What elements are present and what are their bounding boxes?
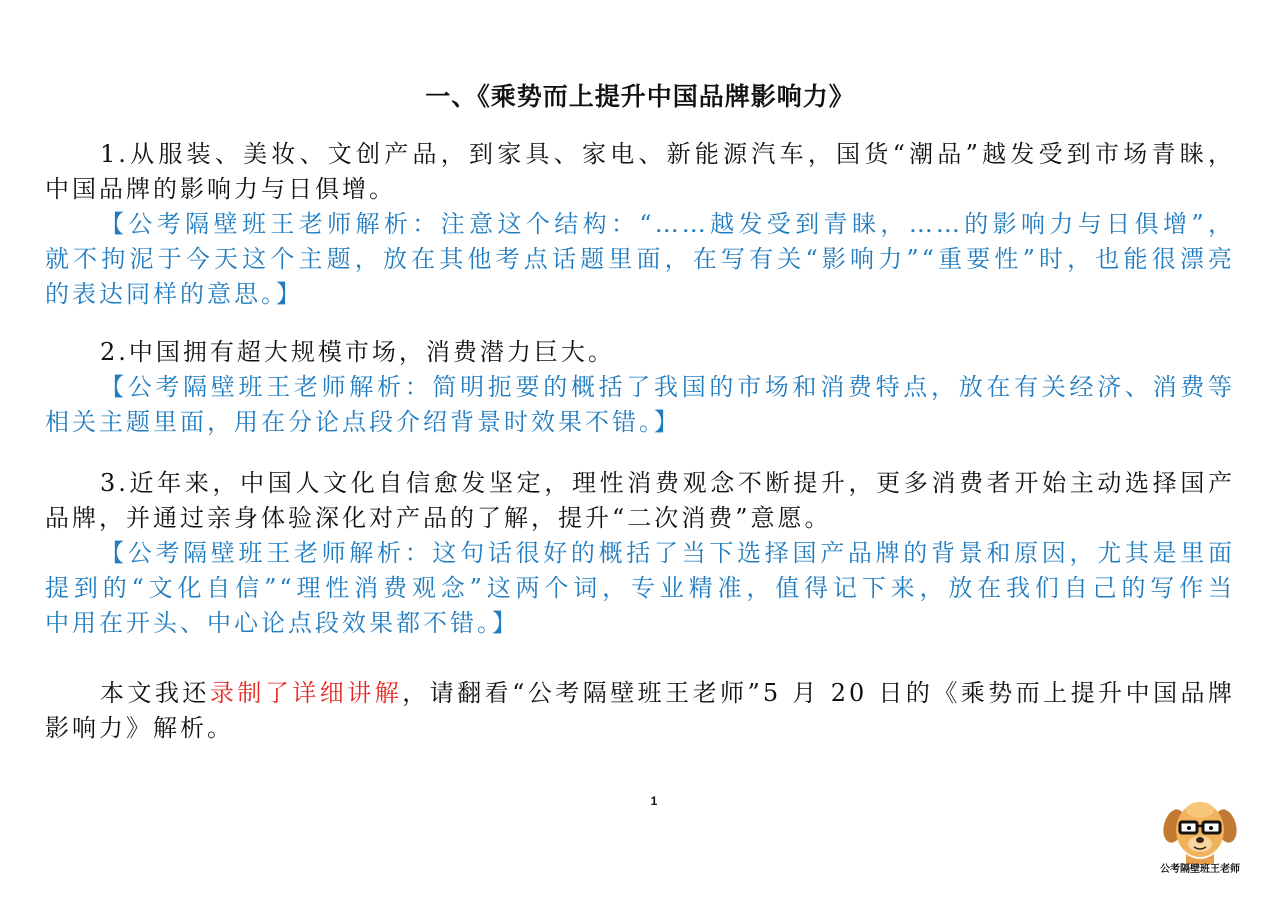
closing-paragraph	[45, 676, 1235, 746]
closing-text-after: ，请翻看“公考隔壁班王老师”5 月 20 日的《乘势而上提升中国品牌	[402, 679, 1235, 707]
section-3-note-line-2: 提到的“文化自信”“理性消费观念”这两个词，专业精准，值得记下来，放在我们自己的写作当	[45, 574, 1235, 602]
section-3-note-line-1: 【公考隔壁班王老师解析：这句话很好的概括了当下选择国产品牌的背景和原因，尤其是里面	[100, 539, 1235, 567]
section-2-note-line-1: 【公考隔壁班王老师解析：简明扼要的概括了我国的市场和消费特点，放在有关经济、消费等	[100, 373, 1235, 401]
section-3-text-line-1: 3.近年来，中国人文化自信愈发坚定，理性消费观念不断提升，更多消费者开始主动选择国产	[100, 469, 1235, 497]
section-3-note-line-3: 中用在开头、中心论点段效果都不错。】	[45, 609, 519, 637]
section-2-text-line-1: 2.中国拥有超大规模市场，消费潜力巨大。	[100, 338, 615, 366]
section-1-text-line-1: 1.从服装、美妆、文创产品，到家具、家电、新能源汽车，国货“潮品”越发受到市场青睐，	[100, 140, 1235, 168]
closing-line-2: 影响力》解析。	[45, 714, 234, 742]
closing-line-1	[45, 676, 1235, 711]
section-3-text-line-2: 品牌，并通过亲身体验深化对产品的了解，提升“二次消费”意愿。	[45, 504, 832, 532]
section-3	[45, 466, 1235, 641]
closing-text-before: 本文我还	[100, 679, 210, 707]
section-1	[45, 137, 1235, 312]
section-1-text-line-2: 中国品牌的影响力与日俱增。	[45, 175, 396, 203]
section-2	[45, 335, 1235, 440]
closing-highlight: 录制了详细讲解	[209, 679, 403, 707]
logo-text: 公考隔壁班王老师	[1160, 864, 1240, 875]
section-1-note-line-2: 就不拘泥于今天这个主题，放在其他考点话题里面，在写有关“影响力”“重要性”时，也能很漂亮	[45, 245, 1235, 273]
document-title: 一、《乘势而上提升中国品牌影响力》	[425, 82, 855, 111]
section-2-note-line-2: 相关主题里面，用在分论点段介绍背景时效果不错。】	[45, 408, 681, 436]
watermark-logo	[1156, 796, 1244, 880]
page-number: 1	[650, 794, 658, 808]
cartoon-dog-with-glasses-icon	[1162, 796, 1238, 864]
section-1-note-line-3: 的表达同样的意思。】	[45, 280, 303, 308]
section-1-note-line-1: 【公考隔壁班王老师解析：注意这个结构：“……越发受到青睐，……的影响力与日俱增”，	[100, 210, 1235, 238]
